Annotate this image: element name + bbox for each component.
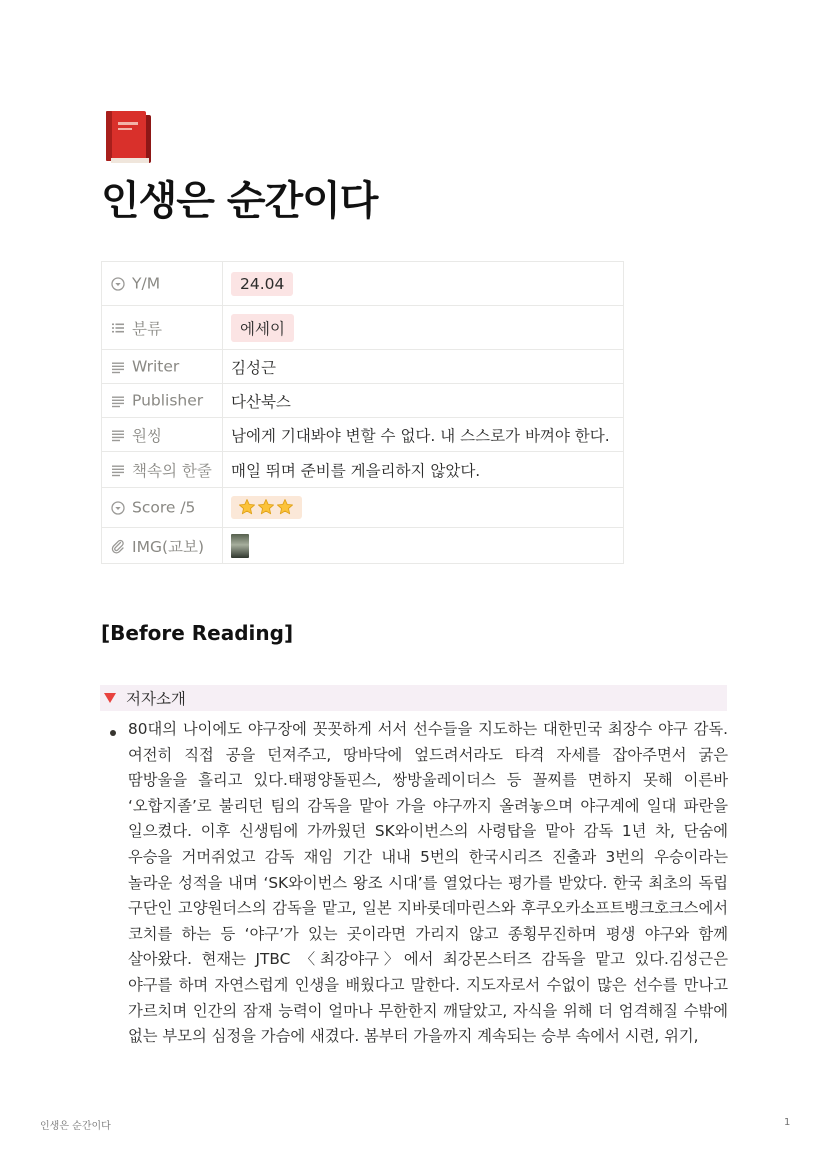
toggle-label: 저자소개 [126,690,186,708]
property-value[interactable]: 김성근 [223,350,624,384]
property-row-score[interactable] [102,488,624,528]
property-row-ym[interactable] [102,262,624,306]
property-key: IMG(교보) [102,528,223,564]
footer-title: 인생은 순간이다 [40,1121,111,1132]
property-key: 원씽 [102,418,223,452]
star-icon [238,498,256,516]
text-lines-icon [110,359,126,375]
book-cover-thumbnail[interactable] [231,534,249,558]
property-row-category[interactable] [102,306,624,350]
text-lines-icon [110,462,126,478]
score-tag [231,496,302,520]
dropdown-circle-icon [110,276,126,292]
dropdown-circle-icon [110,500,126,516]
property-value[interactable] [223,262,624,306]
property-row-writer[interactable] [102,350,624,384]
property-value[interactable] [223,488,624,528]
property-row-image[interactable] [102,528,624,564]
section-heading: [Before Reading] [101,621,294,645]
list-icon [110,320,126,336]
toggle-triangle-icon[interactable] [104,693,116,703]
paperclip-icon [110,538,126,554]
property-key: 분류 [102,306,223,350]
red-book-icon[interactable] [104,110,154,166]
star-icon [276,498,294,516]
footer-page-number: 1 [784,1117,791,1128]
property-value[interactable] [223,306,624,350]
property-key: Writer [102,350,223,384]
properties-table [101,261,624,564]
property-value[interactable]: 다산북스 [223,384,624,418]
author-bio-text: 80대의 나이에도 야구장에 꼿꼿하게 서서 선수들을 지도하는 대한민국 최장수 야구 감독. 여전히 직접 공을 던져주고, 땅바닥에 엎드려서라도 타격 자세를 잡아주면서 굵은 땀방울을 흘리고 있다.태평양돌핀스, 쌍방울레이더스 등 꼴찌를 면하지 못해 이른바 ‘오합지졸’로 불리던 팀의 감독을 맡아 가을 야구까지 올려놓으며 야구계에 일대 파란을 일으켰다. 이후 신생팀에 가까웠던 SK와이번스의 사령탑을 맡아 감독 1년 차, 단숨에 우승을 거머쥐었고 감독 재임 기간 내내 5번의 한국시리즈 진출과 3번의 우승이라는 놀라운 성적을 내며 ‘SK와이번스 왕조 시대’를 열었다는 평가를 받았다. 한국 최초의 독립 구단인 고양원더스의 감독을 맡고, 일본 지바롯데마린스와 후쿠오카소프트뱅크호크스에서 코치를 하는 등 ‘야구’가 있는 곳이라면 가리지 않고 종횡무진하며 평생 야구와 함께 살아왔다. 현재는 JTBC 〈최강야구〉에서 최강몬스터즈 감독을 맡고 있다.김성근은 야구를 하며 자연스럽게 인생을 배웠다고 말한다. 지도자로서 수없이 많은 선수를 만나고 가르치며 인간의 잠재 능력이 얼마나 무한한지 깨달았고, 자식을 위해 더 엄격해질 수밖에 없는 부모의 심정을 가슴에 새겼다. 봄부터 가을까지 계속되는 승부 속에서 시련, 위기, [128,720,728,1046]
property-value[interactable]: 남에게 기대봐야 변할 수 없다. 내 스스로가 바껴야 한다. [223,418,624,452]
property-row-onething[interactable] [102,418,624,452]
property-key: Y/M [102,262,223,306]
page-title: 인생은 순간이다 [101,178,378,224]
property-key: 책속의 한줄 [102,452,223,488]
property-key: Score /5 [102,488,223,528]
property-value[interactable]: 매일 뛰며 준비를 게을리하지 않았다. [223,452,624,488]
property-key: Publisher [102,384,223,418]
property-value[interactable] [223,528,624,564]
star-icon [257,498,275,516]
author-toggle[interactable] [100,685,727,711]
text-lines-icon [110,427,126,443]
category-tag: 에세이 [231,314,294,342]
bullet-dot-icon [110,730,116,736]
text-lines-icon [110,393,126,409]
ym-tag: 24.04 [231,272,293,296]
property-row-publisher[interactable] [102,384,624,418]
star-rating [238,498,295,516]
property-row-quote[interactable] [102,452,624,488]
